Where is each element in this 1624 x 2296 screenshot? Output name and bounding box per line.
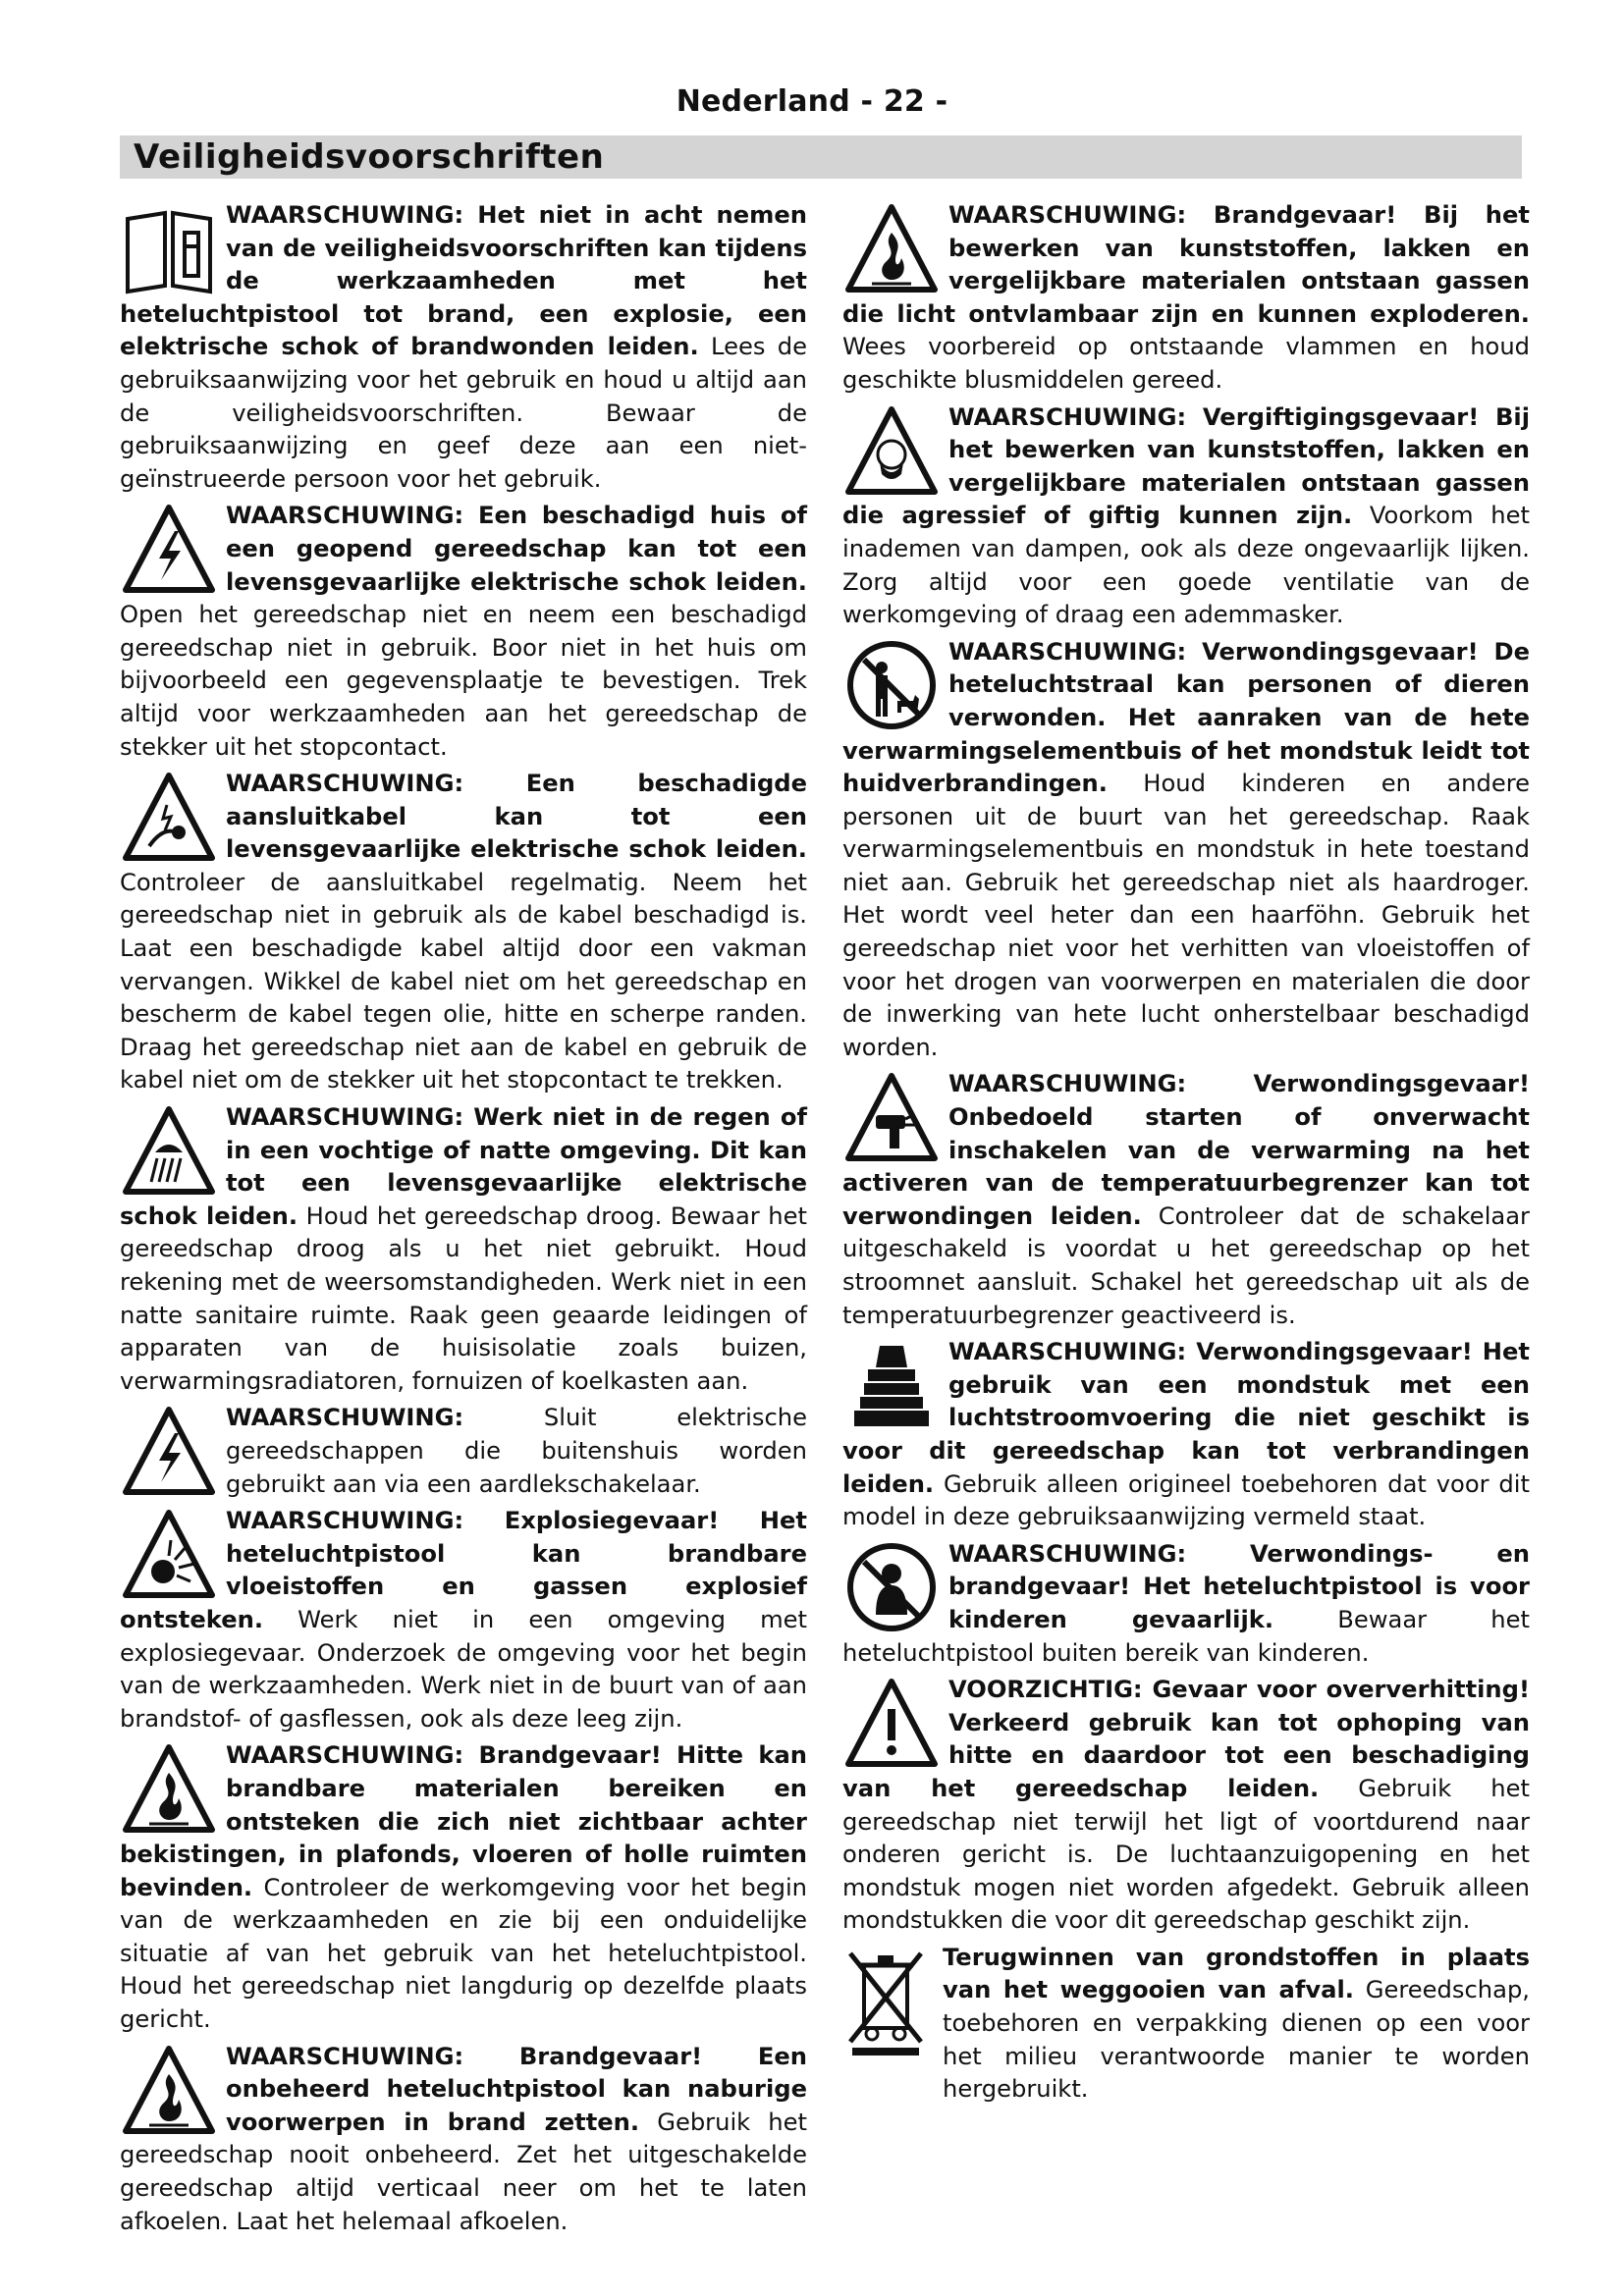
warning-text: WAARSCHUWING: Verwondingsgevaar! Onbedoeld starten of onverwacht inschakelen van de verwarming na het activeren van de temperatuurbegrenzer kan tot verwondingen leiden. Controleer dat de schakelaar uitgeschakeld is voordat u het gereedschap op het stroomnet aansluit. Schakel het gereedschap uit als de temperatuurbegrenzer geactiveerd is. <box>842 1070 1530 1329</box>
explosion-warning-icon <box>120 1507 218 1601</box>
warning-block <box>842 1538 1530 1670</box>
fire-warning-icon <box>120 1741 218 1836</box>
left-column <box>120 199 807 2242</box>
damaged-cable-warning-icon <box>120 770 218 864</box>
warning-text: WAARSCHUWING: Werk niet in de regen of in een vochtige of natte omgeving. Dit kan tot een levensgevaarlijke elektrische schok leiden. Houd het gereedschap droog. Bewaar het gereedschap droog als u het niet gebruikt. Houd rekening met de weersomstandigheden. Werk niet in een natte sanitaire ruimte. Raak geen geaarde leidingen of apparaten van de huisisolatie zoals buizen, verwarmingsradiatoren, fornuizen of koelkasten aan. <box>120 1103 807 1395</box>
warning-text: WAARSCHUWING: Het niet in acht nemen van de veiligheidsvoorschriften kan tijdens de werkzaamheden met het heteluchtpistool tot brand, een explosie, een elektrische schok of brandwonden leiden. Lees de gebruiksaanwijzing voor het gebruik en houd u altijd aan de veiligheidsvoorschriften. Bewaar de gebruiksaanwijzing en geef deze aan een niet-geïnstrueerde persoon voor het gebruik. <box>120 201 807 493</box>
recycle-block <box>842 1942 1530 2107</box>
warning-block <box>120 1402 807 1501</box>
warning-block <box>842 199 1530 398</box>
warning-block <box>120 199 807 496</box>
warning-block <box>842 401 1530 632</box>
warning-text: WAARSCHUWING: Vergiftigingsgevaar! Bij het bewerken van kunststoffen, lakken en vergelijkbare materialen ontstaan gassen die agressief of giftig kunnen zijn. Voorkom het inademen van dampen, ook als deze ongevaarlijk lijken. Zorg altijd voor een goede ventilatie van de werkomgeving of draag een ademmasker. <box>842 402 1530 629</box>
keep-people-animals-away-icon <box>842 638 941 732</box>
section-title: Veiligheidsvoorschriften <box>134 137 605 177</box>
electric-shock-warning-icon <box>120 1404 218 1498</box>
right-column <box>842 199 1530 2110</box>
rain-warning-icon <box>120 1103 218 1198</box>
respirator-mask-icon <box>842 403 941 498</box>
warning-text: WAARSCHUWING: Een beschadigd huis of een geopend gereedschap kan tot een levensgevaarlijke elektrische schok leiden. Open het gereedschap niet en neem een beschadigd gereedschap niet in gebruik. Boor niet in het huis om bijvoorbeeld een gegevensplaatje te bevestigen. Trek altijd voor werkzaamheden aan het gereedschap de stekker uit het stopcontact. <box>120 502 807 761</box>
recycle-text: Terugwinnen van grondstoffen in plaats van het weggooien van afval. Gereedschap, toebehoren en verpakking dienen op een voor het milieu verantwoorde manier te worden hergebruikt. <box>943 1943 1530 2104</box>
warning-block <box>842 636 1530 1065</box>
info-book-icon <box>120 201 218 295</box>
warning-block <box>120 1505 807 1735</box>
keep-away-from-children-icon <box>842 1540 941 1634</box>
heat-gun-warning-icon <box>842 1070 941 1164</box>
warning-block <box>120 1739 807 2036</box>
warning-block <box>842 1068 1530 1332</box>
warning-block <box>120 500 807 764</box>
warning-text: WAARSCHUWING: Brandgevaar! Bij het bewerken van kunststoffen, lakken en vergelijkbare materialen ontstaan gassen die licht ontvlambaar zijn en kunnen exploderen. Wees voorbereid op ontstaande vlammen en houd geschikte blusmiddelen gereed. <box>842 201 1530 394</box>
fire-warning-icon <box>842 201 941 295</box>
warning-text: VOORZICHTIG: Gevaar voor oververhitting! Verkeerd gebruik kan tot ophoping van hitte en daardoor tot een beschadiging van het gereedschap leiden. Gebruik het gereedschap niet terwijl het ligt of voortdurend naar onderen gericht is. De luchtaanzuigopening en het mondstuk mogen niet worden afgedekt. Gebruik alleen mondstukken die voor dit gereedschap geschikt zijn. <box>842 1676 1530 1935</box>
page-header: Nederland - 22 - <box>676 84 948 119</box>
nozzle-icon <box>842 1338 941 1432</box>
warning-text: WAARSCHUWING: Sluit elektrische gereedschappen die buitenshuis worden gebruikt aan via een aardlekschakelaar. <box>226 1404 807 1498</box>
warning-block <box>120 1101 807 1398</box>
warning-text: WAARSCHUWING: Verwondingsgevaar! Het gebruik van een mondstuk met een luchtstroomvoering die niet geschikt is voor dit gereedschap kan tot verbrandingen leiden. Gebruik alleen origineel toebehoren dat voor dit model in deze gebruiksaanwijzing vermeld staat. <box>842 1338 1530 1531</box>
warning-text: WAARSCHUWING: Brandgevaar! Een onbeheerd heteluchtpistool kan naburige voorwerpen in brand zetten. Gebruik het gereedschap nooit onbeheerd. Zet het uitgeschakelde gereedschap altijd verticaal neer om het te laten afkoelen. Laat het helemaal afkoelen. <box>120 2042 807 2235</box>
warning-text: WAARSCHUWING: Verwondingsgevaar! De heteluchtstraal kan personen of dieren verwonden. Het aanraken van de hete verwarmingselementbuis of het mondstuk leidt tot huidverbrandingen. Houd kinderen en andere personen uit de buurt van het gereedschap. Raak verwarmingselementbuis en mondstuk in hete toestand niet aan. Gebruik het gereedschap niet als haardroger. Het wordt veel heter dan een haarföhn. Gebruik het gereedschap niet voor het verhitten van vloeistoffen of voor het drogen van voorwerpen en materialen die door de inwerking van hete lucht onherstelbaar beschadigd worden. <box>842 637 1530 1061</box>
warning-block <box>842 1336 1530 1534</box>
warning-block <box>842 1674 1530 1938</box>
section-title-bar <box>120 135 1522 179</box>
warning-text: WAARSCHUWING: Explosiegevaar! Het heteluchtpistool kan brandbare vloeistoffen en gassen explosief ontsteken. Werk niet in een omgeving met explosiegevaar. Onderzoek de omgeving voor het begin van de werkzaamheden. Werk niet in de buurt van of aan brandstof- of gasflessen, ook als deze leeg zijn. <box>120 1507 807 1733</box>
fire-warning-icon <box>120 2043 218 2137</box>
general-caution-icon <box>842 1676 941 1770</box>
warning-block <box>120 2041 807 2239</box>
warning-text: WAARSCHUWING: Brandgevaar! Hitte kan brandbare materialen bereiken en ontsteken die zich niet zichtbaar achter bekistingen, in plafonds, vloeren of holle ruimten bevinden. Controleer de werkomgeving voor het begin van de werkzaamheden en zie bij een onduidelijke situatie af van het gebruik van het heteluchtpistool. Houd het gereedschap niet langdurig op dezelfde plaats gericht. <box>120 1741 807 2034</box>
electric-shock-warning-icon <box>120 502 218 596</box>
warning-text: WAARSCHUWING: Een beschadigde aansluitkabel kan tot een levensgevaarlijke elektrische schok leiden. Controleer de aansluitkabel regelmatig. Neem het gereedschap niet in gebruik als de kabel beschadigd is. Laat een beschadigde kabel altijd door een vakman vervangen. Wikkel de kabel niet om het gereedschap en bescherm de kabel tegen olie, hitte en scherpe randen. Draag het gereedschap niet aan de kabel en gebruik de kabel niet om de stekker uit het stopcontact te trekken. <box>120 770 807 1095</box>
warning-text: WAARSCHUWING: Verwondings- en brandgevaar! Het heteluchtpistool is voor kinderen gevaarlijk. Bewaar het heteluchtpistool buiten bereik van kinderen. <box>842 1539 1530 1667</box>
recycle-bin-icon <box>842 1944 929 2059</box>
warning-block <box>120 768 807 1097</box>
